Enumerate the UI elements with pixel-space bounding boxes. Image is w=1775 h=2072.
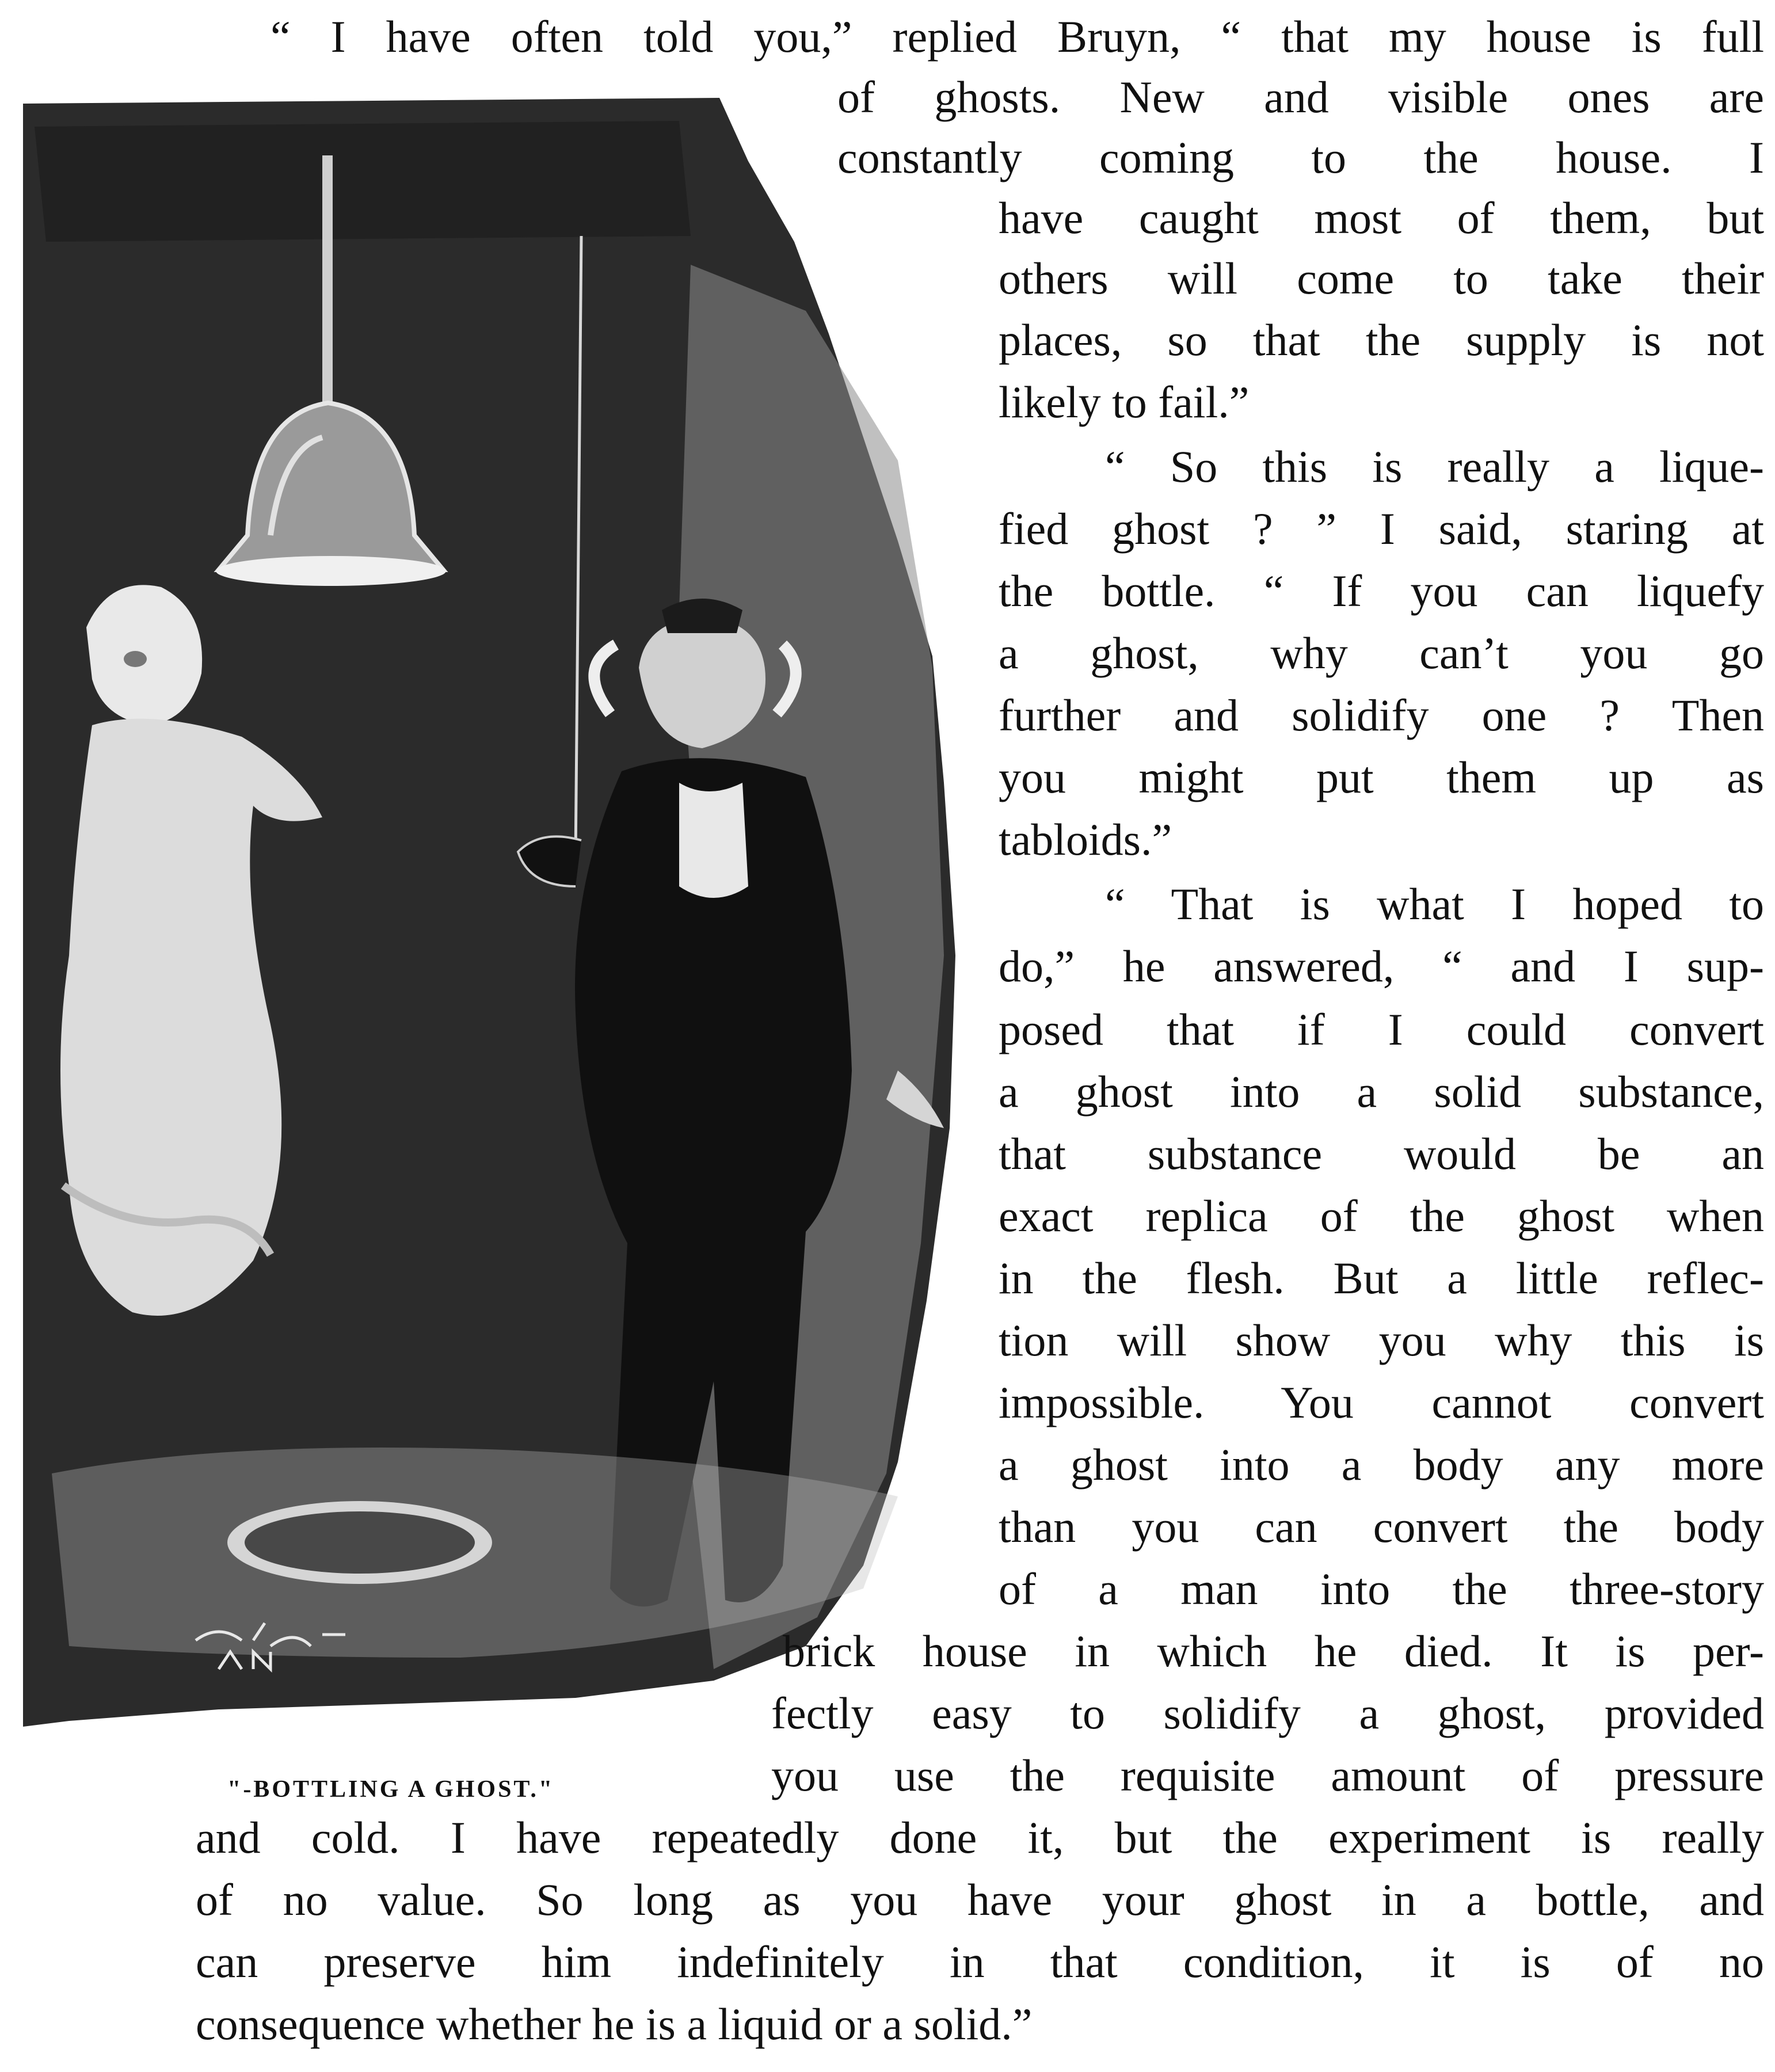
text-line: fied ghost ? ” I said, staring at bbox=[999, 504, 1764, 554]
text-line: tion will show you why this is bbox=[999, 1315, 1764, 1365]
bell-rod bbox=[322, 155, 333, 443]
text-line: and cold. I have repeatedly done it, but the experiment is really bbox=[196, 1812, 1764, 1862]
text-line: can preserve him indefinitely in that condition, it is of no bbox=[196, 1937, 1764, 1987]
text-line: exact replica of the ghost when bbox=[999, 1191, 1764, 1241]
text-line: a ghost into a solid substance, bbox=[999, 1067, 1764, 1117]
text-line: have caught most of them, but bbox=[999, 193, 1764, 243]
illustration-bottling-a-ghost bbox=[0, 92, 990, 1738]
text-line: impossible. You cannot convert bbox=[999, 1377, 1764, 1427]
text-line: of a man into the three-story bbox=[999, 1564, 1764, 1614]
illustration-caption: "-BOTTLING A GHOST." bbox=[227, 1776, 555, 1803]
illustration-drawing bbox=[0, 92, 990, 1738]
text-line: posed that if I could convert bbox=[999, 1004, 1764, 1054]
text-line: further and solidify one ? Then bbox=[999, 690, 1764, 740]
text-line: fectly easy to solidify a ghost, provided bbox=[771, 1688, 1764, 1738]
text-line: of no value. So long as you have your ghost in a bottle, and bbox=[196, 1875, 1764, 1925]
text-line: do,” he answered, “ and I sup- bbox=[999, 941, 1764, 991]
text-line: consequence whether he is a liquid or a solid.” bbox=[196, 1999, 1033, 2049]
text-line: you use the requisite amount of pressure bbox=[771, 1750, 1764, 1800]
text-line: of ghosts. New and visible ones are bbox=[837, 72, 1764, 122]
text-line: brick house in which he died. It is per- bbox=[783, 1626, 1764, 1676]
text-line: tabloids.” bbox=[999, 814, 1172, 864]
text-line: a ghost into a body any more bbox=[999, 1439, 1764, 1490]
text-line: “ I have often told you,” replied Bruyn, “ that my house is full bbox=[271, 12, 1764, 62]
text-line: you might put them up as bbox=[999, 752, 1764, 802]
text-line: the bottle. “ If you can liquefy bbox=[999, 566, 1764, 616]
text-line: than you can convert the body bbox=[999, 1502, 1764, 1552]
text-line: a ghost, why can’t you go bbox=[999, 628, 1764, 678]
text-line: “ So this is really a lique- bbox=[1105, 441, 1764, 492]
text-line: “ That is what I hoped to bbox=[1105, 879, 1764, 929]
text-line: constantly coming to the house. I bbox=[837, 132, 1764, 182]
text-line: likely to fail.” bbox=[999, 377, 1250, 427]
text-line: that substance would be an bbox=[999, 1129, 1764, 1179]
text-line: places, so that the supply is not bbox=[999, 315, 1764, 365]
text-line: others will come to take their bbox=[999, 253, 1764, 303]
text-line: in the flesh. But a little reflec- bbox=[999, 1253, 1764, 1303]
